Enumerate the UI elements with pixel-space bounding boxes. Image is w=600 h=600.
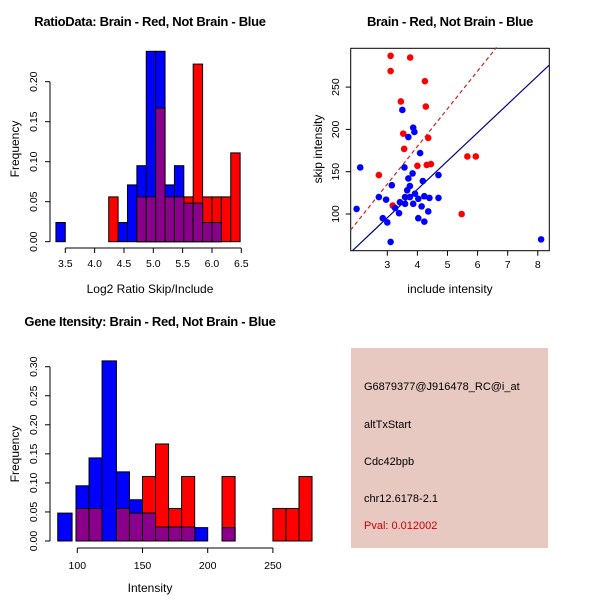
scatter-point-blue	[404, 187, 411, 194]
scatter-point-blue	[384, 219, 391, 226]
x-tick-label: 3	[384, 259, 391, 271]
hist-bar-overlap	[169, 527, 182, 541]
scatter-point-red	[414, 162, 421, 169]
scatter-point-blue	[415, 195, 422, 202]
scatter-point-red	[407, 54, 414, 61]
hist-bar-overlap	[156, 527, 169, 541]
x-tick-label: 5.0	[146, 258, 161, 270]
scatter-point-red	[376, 172, 383, 179]
scatter-point-blue	[387, 239, 394, 246]
scatter-point-red	[401, 146, 408, 153]
scatter-point-blue	[405, 175, 412, 182]
scatter-point-red	[398, 98, 405, 105]
hist-bar-overlap	[174, 197, 183, 242]
x-tick-label: 6.0	[204, 258, 220, 270]
hist-bar-red	[286, 508, 299, 541]
pval-text: Pval: 0.012002	[364, 520, 438, 532]
hist-bar-overlap	[129, 513, 142, 541]
hist-bar-overlap	[137, 197, 146, 242]
x-tick-label: 100	[68, 560, 87, 572]
y-tick-label: 100	[330, 205, 342, 223]
scatter-point-blue	[401, 164, 408, 171]
y-tick-label: 0.00	[28, 231, 40, 252]
hist-bar-blue	[118, 223, 127, 242]
scatter-ylabel: skip intensity	[311, 114, 325, 184]
x-tick-label: 5.5	[175, 258, 190, 270]
scatter-point-red	[422, 78, 429, 85]
scatter-point-blue	[435, 172, 442, 179]
hist-bar-overlap	[193, 203, 202, 241]
gene-hist-title: Gene Itensity: Brain - Red, Not Brain - Blue	[24, 314, 276, 329]
scatter-point-blue	[415, 215, 422, 222]
x-tick-label: 200	[198, 560, 217, 572]
hist-bar-red	[109, 197, 118, 242]
scatter-point-blue	[410, 201, 417, 208]
x-tick-label: 6	[474, 259, 481, 271]
hist-bar-overlap	[76, 508, 89, 541]
y-tick-label: 150	[330, 162, 342, 181]
x-tick-label: 250	[264, 560, 282, 572]
x-tick-label: 4.0	[87, 258, 102, 270]
scatter-point-blue	[383, 196, 390, 203]
y-tick-label: 0.15	[28, 111, 40, 132]
gene_intensity_histogram	[28, 356, 312, 572]
hist-bar-blue	[58, 513, 72, 541]
scatter-point-blue	[420, 178, 427, 185]
y-tick-label: 0.20	[28, 71, 40, 92]
scatter-point-red	[472, 153, 479, 160]
gene-info-panel	[351, 348, 548, 548]
x-tick-label: 7	[504, 259, 511, 271]
scatter-point-blue	[407, 194, 414, 201]
hist-bar-overlap	[89, 508, 102, 541]
regression-line-not-brain-fit	[353, 65, 550, 250]
gene-hist-ylabel: Frequency	[8, 425, 22, 483]
hist-bar-overlap	[182, 527, 195, 541]
regression-line-brain-fit	[351, 47, 497, 230]
scatter-point-blue	[405, 134, 412, 141]
y-tick-label: 0.25	[28, 385, 40, 406]
x-tick-label: 5	[444, 259, 451, 271]
hist-bar-overlap	[184, 203, 193, 241]
y-tick-label: 0.30	[28, 356, 40, 377]
hist-bar-overlap	[116, 508, 129, 541]
scatter-point-blue	[417, 150, 424, 157]
scatter-point-blue	[426, 195, 433, 202]
hist-bar-overlap	[165, 197, 174, 242]
hist-bar-overlap	[222, 528, 235, 541]
scatter-point-blue	[399, 107, 406, 114]
scatter-point-red	[423, 103, 430, 110]
scatter-point-blue	[376, 194, 383, 201]
hist-bar-red	[156, 444, 169, 541]
x-tick-label: 6.5	[234, 258, 249, 270]
scatter-point-red	[387, 68, 394, 75]
x-tick-label: 8	[534, 259, 541, 271]
y-tick-label: 0.05	[28, 501, 40, 523]
scatter-point-blue	[389, 182, 396, 189]
y-tick-label: 0.10	[28, 151, 40, 172]
scatter-point-blue	[402, 201, 409, 208]
y-tick-label: 0.05	[28, 191, 40, 212]
scatter-point-red	[428, 161, 435, 168]
scatter-point-blue	[411, 129, 418, 136]
scatter-point-blue	[538, 236, 545, 243]
y-tick-label: 0.15	[28, 443, 40, 465]
y-tick-label: 0.00	[28, 530, 40, 552]
hist-bar-overlap	[203, 223, 212, 242]
hist-bar-overlap	[143, 513, 156, 541]
gene-hist-xlabel: Intensity	[127, 581, 173, 595]
y-tick-label: 0.20	[28, 414, 40, 436]
hist-bar-blue	[127, 185, 136, 242]
scatter-point-blue	[418, 203, 425, 210]
scatter-point-blue	[421, 218, 428, 225]
ratio-hist-ylabel: Frequency	[8, 120, 22, 178]
scatter-point-red	[464, 153, 471, 160]
intensity_scatter	[330, 47, 549, 271]
scatter-point-red	[387, 52, 394, 59]
hist-bar-red	[299, 477, 312, 541]
y-tick-label: 0.10	[28, 472, 40, 494]
scatter-point-red	[458, 211, 465, 218]
scatter-point-blue	[357, 164, 364, 171]
scatter-point-blue	[425, 208, 432, 215]
scatter-point-blue	[409, 170, 416, 177]
hist-bar-blue	[56, 223, 65, 242]
gene-name-text: Cdc42bpb	[364, 456, 415, 468]
hist-bar-red	[231, 153, 240, 242]
x-tick-label: 3.5	[57, 258, 73, 270]
locus-text: chr12.6178-2.1	[364, 493, 438, 505]
hist-bar-red	[221, 197, 230, 242]
hist-bar-overlap	[146, 197, 155, 242]
scatter-xlabel: include intensity	[407, 282, 493, 296]
hist-bar-blue	[195, 528, 208, 541]
event-type-text: altTxStart	[364, 419, 412, 431]
hist-bar-red	[273, 508, 286, 541]
scatter-point-blue	[435, 195, 442, 202]
scatter-point-blue	[353, 206, 360, 213]
y-tick-label: 250	[330, 78, 342, 96]
hist-bar-blue	[102, 361, 116, 541]
ratio-hist-xlabel: Log2 Ratio Skip/Include	[86, 282, 214, 296]
hist-bar-overlap	[156, 108, 165, 242]
x-tick-label: 4.5	[116, 258, 132, 270]
ratio-hist-title: RatioData: Brain - Red, Not Brain - Blue	[34, 14, 266, 29]
x-tick-label: 4	[414, 259, 421, 271]
scatter-point-blue	[396, 210, 403, 217]
x-tick-label: 150	[133, 560, 152, 572]
scatter-title: Brain - Red, Not Brain - Blue	[366, 14, 534, 29]
hist-bar-overlap	[212, 223, 221, 242]
ratio_histogram	[28, 51, 249, 270]
scatter-point-red	[425, 135, 432, 142]
probe-id-text: G6879377@J916478_RC@i_at	[364, 381, 520, 393]
y-tick-label: 200	[330, 120, 342, 139]
